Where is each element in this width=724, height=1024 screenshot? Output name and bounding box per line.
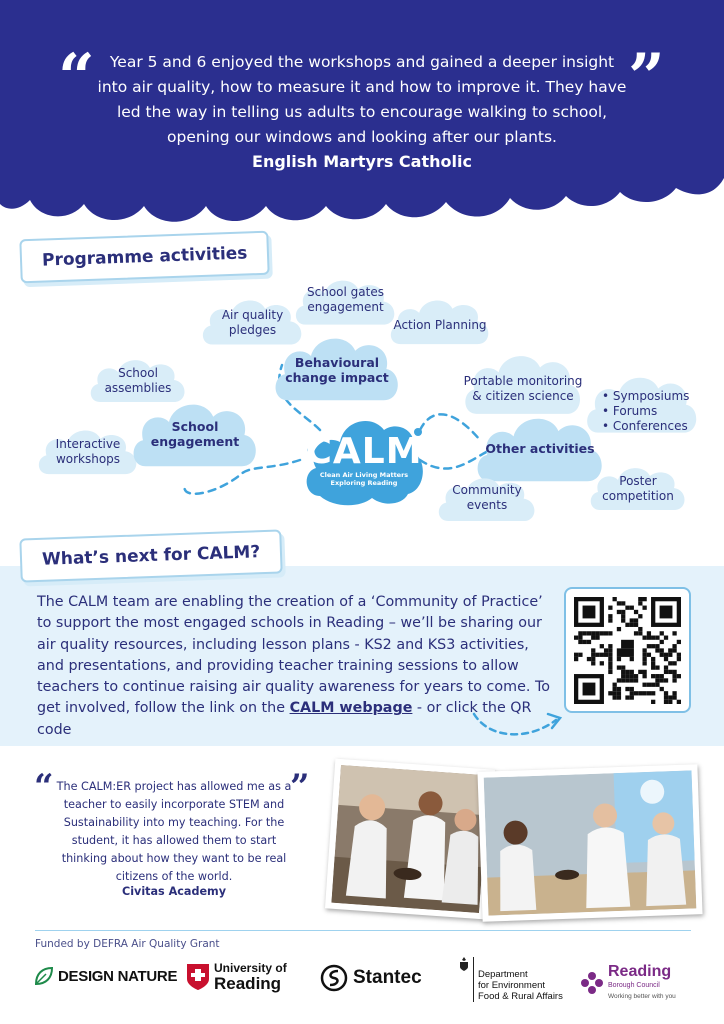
whats-next-heading: What’s next for CALM? bbox=[19, 529, 283, 582]
list-item: • Symposiums bbox=[602, 388, 690, 403]
design-nature-logo: DESIGN NATURE bbox=[34, 966, 177, 986]
poster-competition-label: Poster competition bbox=[602, 474, 674, 503]
classroom-photo-1 bbox=[325, 759, 495, 920]
bottom-quote-text: The CALM:ER project has allowed me as a teacher to easily incorporate STEM and Sustainability into my teaching. For the student, it has allowed them to start thinking about how they want to be real citizens of the world. bbox=[56, 780, 292, 883]
cloud-poster-competition bbox=[588, 458, 688, 520]
classroom-photo-2 bbox=[477, 764, 702, 922]
list-item: • Conferences bbox=[602, 418, 688, 433]
cloud-interactive-workshops bbox=[36, 420, 140, 484]
bottom-open-quote-mark: “ bbox=[34, 767, 54, 807]
royal-crest-icon bbox=[458, 957, 470, 971]
cloud-school-engagement bbox=[130, 396, 260, 472]
university-of-reading-logo: University of Reading bbox=[186, 962, 287, 992]
whats-next-tail: - or click the QR code bbox=[37, 700, 532, 738]
programme-activities-heading: Programme activities bbox=[19, 231, 270, 284]
calm-logo bbox=[302, 410, 426, 510]
calm-logo-subtitle-2: Exploring Reading bbox=[330, 479, 398, 487]
open-quote-mark: “ bbox=[58, 40, 95, 115]
programme-mindmap bbox=[0, 270, 724, 530]
action-planning-label: Action Planning bbox=[393, 317, 487, 332]
list-item: • Forums bbox=[602, 403, 658, 418]
community-events-label: Community events bbox=[452, 483, 522, 512]
top-quote-banner bbox=[0, 0, 724, 250]
arrow-to-qr-icon bbox=[470, 700, 566, 742]
air-quality-pledges-label: Air quality pledges bbox=[221, 308, 284, 337]
interactive-workshops-label: Interactive workshops bbox=[55, 437, 121, 466]
cloud-school-gates bbox=[293, 270, 398, 330]
top-quote-attribution: English Martyrs Catholic bbox=[252, 152, 472, 171]
bottom-quote-attribution: Civitas Academy bbox=[121, 885, 226, 898]
rbc-flower-icon bbox=[580, 971, 604, 995]
school-assemblies-label: School assemblies bbox=[104, 366, 172, 395]
whats-next-body: The CALM team are enabling the creation of a ‘Community of Practice’ to support the most engaged schools in Reading – we’ll be sharing our air quality resources, including lesson plans - KS2 and KS3 activities, and presentations, and providing teacher training sessions to allow teachers to continue raising air quality awareness for years to come. To get involved, follow the link on the bbox=[37, 594, 551, 717]
cloud-community-events bbox=[436, 468, 538, 528]
bottom-close-quote-mark: ” bbox=[290, 767, 310, 807]
cloud-behavioural-change bbox=[272, 330, 402, 410]
other-activities-label: Other activities bbox=[485, 440, 595, 456]
funders-divider bbox=[35, 930, 691, 931]
behavioural-change-label: Behavioural change impact bbox=[285, 355, 389, 385]
stantec-logo: Stantec bbox=[320, 964, 422, 992]
top-quote-text: Year 5 and 6 enjoyed the workshops and gained a deeper insight into air quality, how to measure it and how to improve it. They have led the way in telling us adults to encourage walking to school, opening our windows and looking after our plants. bbox=[97, 53, 627, 146]
qr-code-icon bbox=[574, 597, 681, 704]
defra-logo: Department for Environment Food & Rural Affairs bbox=[458, 957, 563, 1002]
school-engagement-label: School engagement bbox=[150, 419, 240, 449]
reading-borough-council-logo: Reading Borough Council Working better with you bbox=[580, 964, 676, 1002]
qr-code[interactable] bbox=[564, 587, 691, 713]
close-quote-mark: ” bbox=[628, 40, 665, 115]
leaf-icon bbox=[34, 966, 54, 986]
calm-logo-subtitle-1: Clean Air Living Matters bbox=[319, 471, 409, 479]
funded-by-label: Funded by DEFRA Air Quality Grant bbox=[35, 938, 220, 950]
uor-crest-icon bbox=[186, 963, 210, 991]
school-gates-label: School gates engagement bbox=[307, 285, 384, 314]
calm-webpage-link[interactable]: CALM webpage bbox=[289, 700, 413, 717]
portable-monitoring-label: Portable monitoring & citizen science bbox=[463, 374, 583, 403]
stantec-mark-icon bbox=[320, 964, 348, 992]
calm-logo-word: CALM bbox=[305, 431, 423, 472]
